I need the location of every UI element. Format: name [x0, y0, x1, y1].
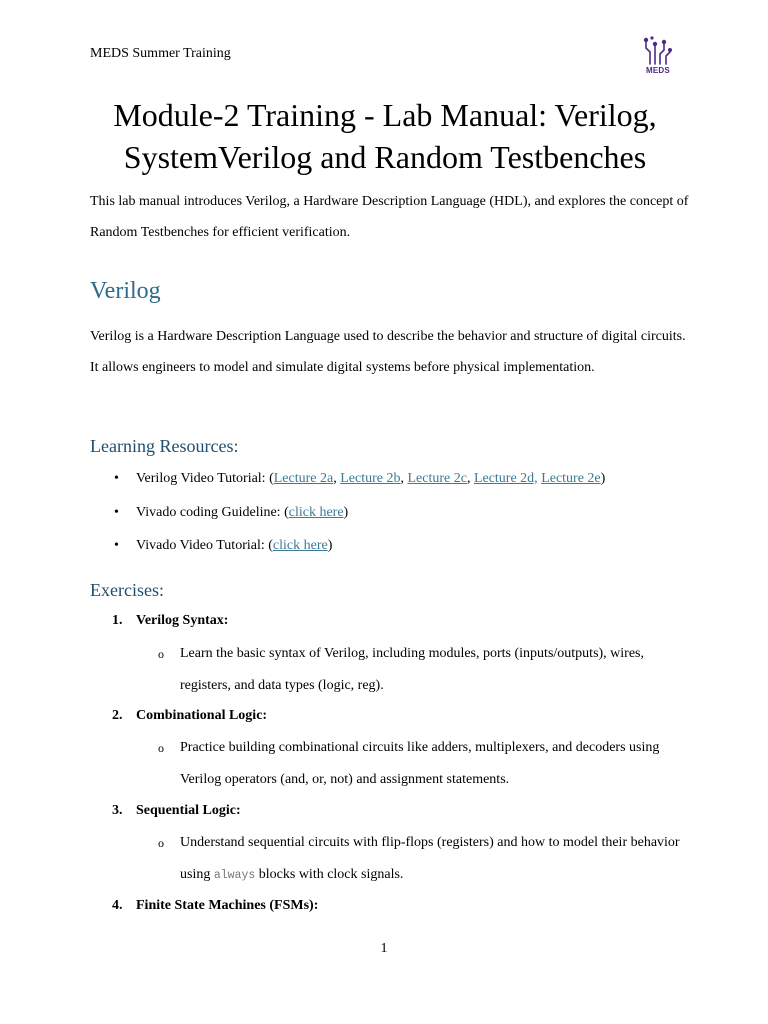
closing-paren: ): [327, 538, 333, 553]
resource-label: Verilog Video Tutorial: (: [136, 471, 274, 486]
closing-paren: ): [343, 505, 349, 520]
exercise-title-text: Verilog Syntax:: [136, 613, 229, 628]
detail-text-after: blocks with clock signals.: [255, 867, 404, 882]
circle-bullet-icon: o: [158, 647, 164, 661]
link-lecture-2a[interactable]: Lecture 2a: [273, 471, 334, 486]
separator: ,: [333, 471, 341, 486]
intro-paragraph: This lab manual introduces Verilog, a Hardware Description Language (HDL), and explores the concept of Random Testbenches for efficient verification.: [90, 194, 689, 240]
verilog-paragraph: Verilog is a Hardware Description Language used to describe the behavior and structure of digital circuits. It allows engineers to model and simulate digital systems before physical implementation.: [90, 329, 686, 375]
exercise-title-text: Combinational Logic:: [136, 708, 268, 723]
circle-bullet-icon: o: [158, 836, 164, 850]
link-lecture-2c[interactable]: Lecture 2c: [407, 471, 467, 486]
verilog-heading: Verilog: [90, 278, 161, 304]
title-line-1: Module-2 Training - Lab Manual: Verilog,: [113, 97, 657, 133]
bullet-icon: •: [114, 505, 119, 520]
separator: ,: [400, 471, 408, 486]
link-lecture-2b[interactable]: Lecture 2b: [340, 471, 401, 486]
title-line-2: SystemVerilog and Random Testbenches: [123, 139, 647, 175]
page-header: MEDS Summer Training: [90, 46, 231, 61]
list-item-text: [136, 503, 348, 523]
circle-bullet-icon: o: [158, 741, 164, 755]
exercise-number: 1.: [112, 613, 123, 628]
link-lecture-2e[interactable]: Lecture 2e: [541, 471, 601, 486]
link-coding-guideline[interactable]: click here: [288, 505, 344, 520]
exercise-number: 2.: [112, 708, 123, 723]
exercise-number: 4.: [112, 898, 123, 913]
inline-code: always: [213, 869, 256, 882]
exercise-title: [112, 706, 267, 726]
document-title: [60, 94, 710, 178]
bullet-icon: •: [114, 538, 119, 553]
exercise-detail-text: Learn the basic syntax of Verilog, including modules, ports (inputs/outputs), wires, registers, and data types (logic, reg).: [180, 646, 645, 693]
resource-label: Vivado coding Guideline: (: [136, 505, 289, 520]
link-vivado-tutorial[interactable]: click here: [272, 538, 328, 553]
separator: ,: [466, 471, 474, 486]
resource-label: Vivado Video Tutorial: (: [136, 538, 273, 553]
exercise-title: [112, 896, 318, 916]
exercise-detail-text: [180, 827, 680, 892]
exercise-title: [112, 801, 241, 821]
link-lecture-2d[interactable]: Lecture 2d,: [473, 471, 538, 486]
exercises-heading: Exercises:: [90, 580, 164, 600]
exercise-number: 3.: [112, 803, 123, 818]
closing-paren: ): [600, 471, 606, 486]
exercise-title-text: Finite State Machines (FSMs):: [136, 898, 319, 913]
logo-text: MEDS: [646, 66, 670, 75]
page-number: 1: [380, 941, 388, 956]
detail-text-before: Understand sequential circuits with flip-flops (registers) and how to model their behavior using: [180, 835, 680, 882]
learning-resources-heading: Learning Resources:: [90, 436, 239, 456]
list-item-text: [136, 536, 332, 556]
exercise-title-text: Sequential Logic:: [136, 803, 241, 818]
list-item-text: [136, 469, 605, 489]
exercise-detail-text: Practice building combinational circuits like adders, multiplexers, and decoders using Verilog operators (and, or, not) and assignment statements.: [180, 740, 660, 787]
meds-logo: [640, 34, 676, 78]
exercise-title: [112, 611, 228, 631]
bullet-icon: •: [114, 471, 119, 486]
circuit-logo-icon: [640, 34, 676, 66]
